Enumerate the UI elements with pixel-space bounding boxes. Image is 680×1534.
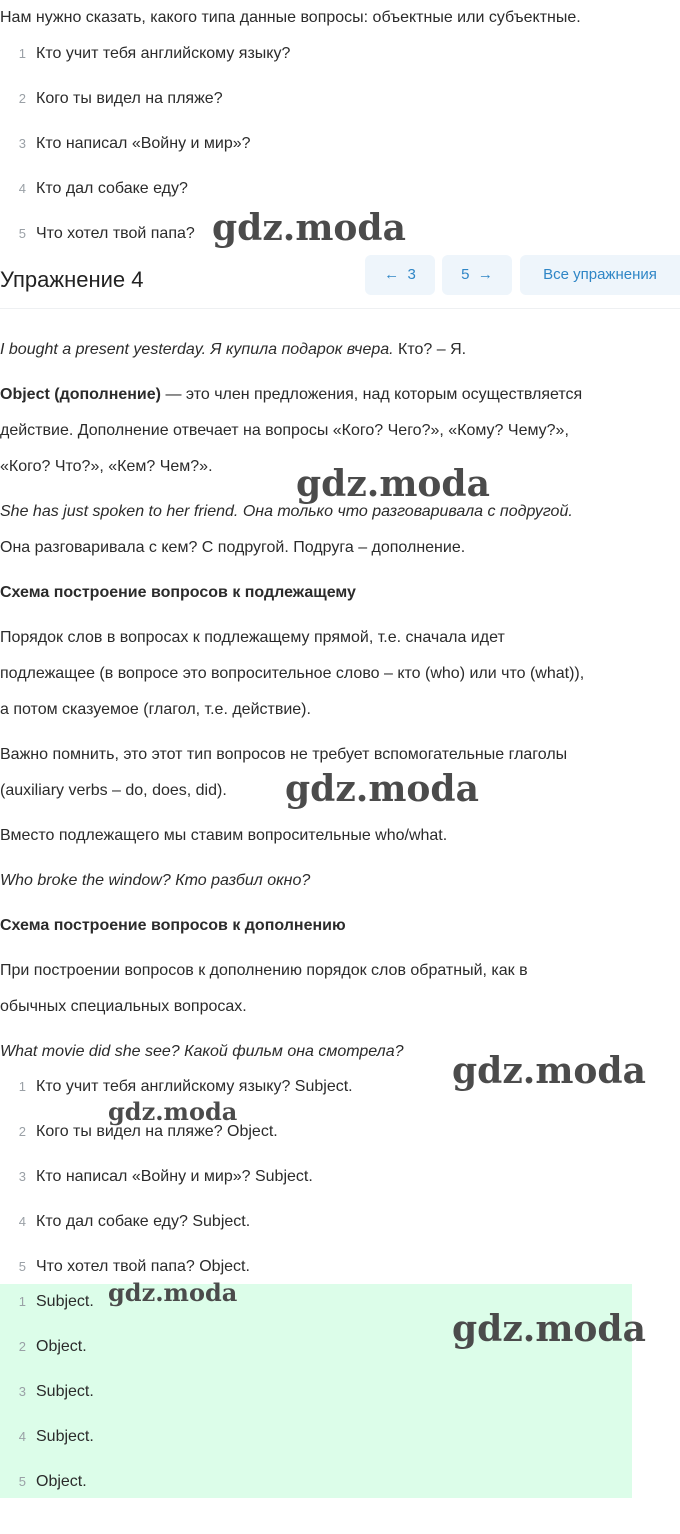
example-1-italic: I bought a present yesterday. Я купила подарок вчера. [0,341,394,358]
example-2-italic: She has just spoken to her friend. Она только что разговаривала с подругой. [0,503,573,520]
item-number: 4 [18,181,26,196]
all-exercises-button[interactable]: Все упражнения [520,255,680,295]
next-exercise-label: 5 [461,266,470,283]
example-2-note: Она разговаривала с кем? С подругой. Подруга – дополнение. [0,539,466,556]
watermark-logo: gdz.moda [452,1308,646,1350]
object-definition-2: действие. Дополнение отвечает на вопросы «Кого? Чего?», «Кому? Чему?», [0,422,569,439]
item-text: Кто дал собаке еду? Subject. [36,1213,251,1230]
item-number: 2 [18,1339,26,1354]
watermark-logo: gdz.moda [212,207,406,249]
item-number: 4 [18,1429,26,1444]
item-number: 5 [18,226,26,241]
item-text: Subject. [36,1293,94,1310]
object-term: Object (дополнение) [0,386,161,403]
item-number: 3 [18,1169,26,1184]
item-text: Кто написал «Войну и мир»? Subject. [36,1168,313,1185]
scheme-subject-p2: подлежащее (в вопросе это вопросительное слово – кто (who) или что (what)), [0,665,585,682]
prev-exercise-button[interactable] [365,255,435,295]
scheme-object-title: Схема построение вопросов к дополнению [0,917,346,934]
item-number: 3 [18,136,26,151]
watermark-logo: gdz.moda [296,463,490,505]
item-text: Subject. [36,1383,94,1400]
page-title: Упражнение 4 [0,267,144,292]
item-text: Кто учит тебя английскому языку? Subject. [36,1078,353,1095]
example-3 [0,870,310,892]
item-text: Object. [36,1473,87,1490]
item-text: Кто дал собаке еду? [36,180,188,197]
item-text: Кто написал «Войну и мир»? [36,135,251,152]
next-exercise-button[interactable] [442,255,512,295]
arrow-right-icon: → [477,266,493,283]
scheme-subject-title: Схема построение вопросов к подлежащему [0,584,356,601]
scheme-subject-p6: Вместо подлежащего мы ставим вопросительные who/what. [0,827,448,844]
prev-exercise-label: 3 [407,266,416,283]
item-number: 2 [18,91,26,106]
item-number: 3 [18,1384,26,1399]
exercise-header [0,252,680,309]
item-number: 5 [18,1259,26,1274]
arrow-left-icon: ← [384,266,400,283]
scheme-object-p2: обычных специальных вопросах. [0,998,247,1015]
item-number: 1 [18,1294,26,1309]
example-1 [0,339,466,361]
item-number: 5 [18,1474,26,1489]
watermark-logo: gdz.moda [452,1050,646,1092]
object-def-text: — это член предложения, над которым осуществляется [165,386,583,403]
item-text: Object. [36,1338,87,1355]
object-definition-1 [0,384,582,406]
item-text: Что хотел твой папа? Object. [36,1258,250,1275]
item-number: 4 [18,1214,26,1229]
scheme-object-p1: При построении вопросов к дополнению порядок слов обратный, как в [0,962,528,979]
example-1-tail: Кто? – Я. [398,341,467,358]
watermark-logo: gdz.moda [285,768,479,810]
item-text: Subject. [36,1428,94,1445]
item-text: Кого ты видел на пляже? Object. [36,1123,278,1140]
item-text: Что хотел твой папа? [36,225,195,242]
item-number: 1 [18,1079,26,1094]
item-text: Кто учит тебя английскому языку? [36,45,291,62]
watermark-logo: gdz.moda [108,1097,238,1126]
intro-text: Нам нужно сказать, какого типа данные вопросы: объектные или субъектные. [0,9,581,26]
item-number: 2 [18,1124,26,1139]
scheme-subject-p3: а потом сказуемое (глагол, т.е. действие). [0,701,311,718]
scheme-subject-p5: (auxiliary verbs – do, does, did). [0,782,227,799]
example-4-italic: What movie did she see? Какой фильм она смотрела? [0,1043,404,1060]
watermark-logo: gdz.moda [108,1278,238,1307]
example-3-italic: Who broke the window? Кто разбил окно? [0,872,311,889]
example-4 [0,1041,403,1063]
item-text: Кого ты видел на пляже? [36,90,223,107]
object-definition-3: «Кого? Что?», «Кем? Чем?». [0,458,213,475]
item-number: 1 [18,46,26,61]
scheme-subject-p4: Важно помнить, это этот тип вопросов не требует вспомогательные глаголы [0,746,568,763]
scheme-subject-p1: Порядок слов в вопросах к подлежащему прямой, т.е. сначала идет [0,629,505,646]
